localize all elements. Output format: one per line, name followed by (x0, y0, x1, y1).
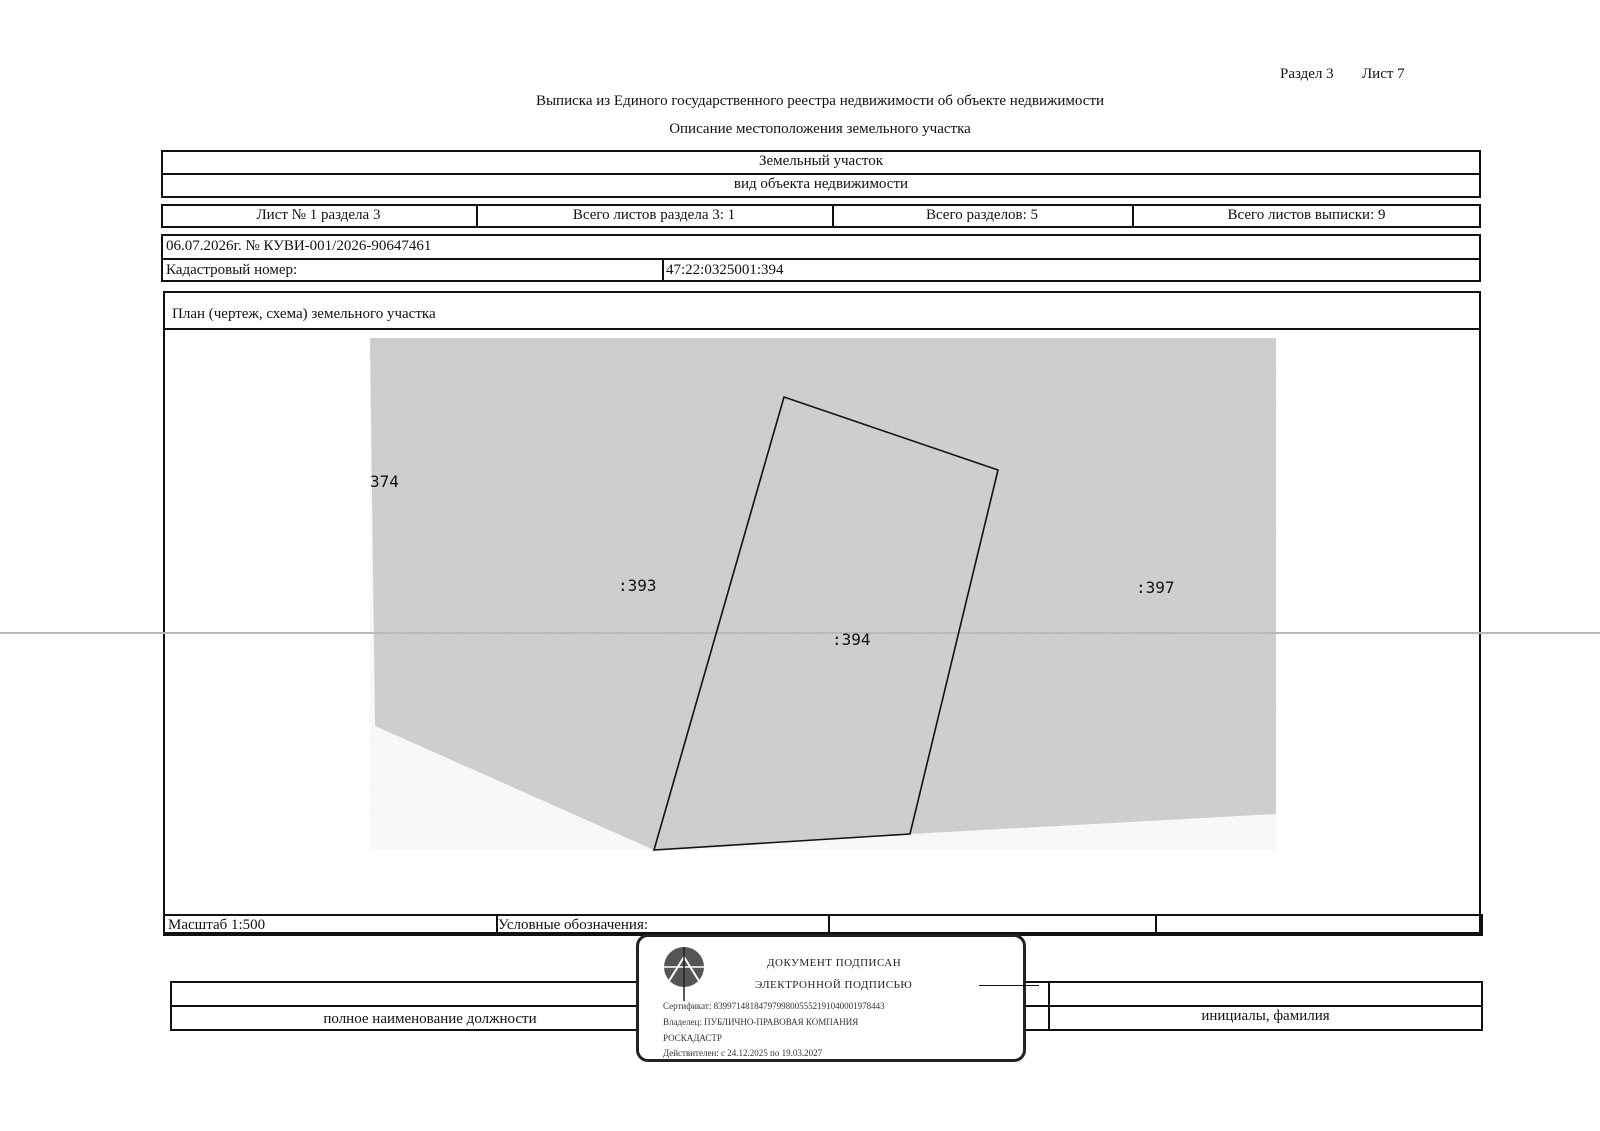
total-sections: Всего разделов: 5 (925, 207, 1039, 223)
sheet-label: Лист 7 (1362, 66, 1405, 82)
stamp-valid: Действителен: с 24.12.2025 по 19.03.2027 (663, 1048, 823, 1058)
scale-row (163, 914, 1483, 936)
legend-label: Условные обозначения: (498, 917, 649, 933)
total-sheets-section: Всего листов раздела 3: 1 (572, 207, 736, 223)
electronic-signature-stamp (636, 934, 1026, 1062)
record-date-number: 06.07.2026г. № КУВИ-001/2026-90647461 (166, 238, 432, 254)
divider (828, 914, 830, 936)
plot-label-393: :393 (618, 576, 657, 595)
stamp-owner2: РОСКАДАСТР (663, 1033, 722, 1043)
divider (1155, 914, 1157, 936)
sheet-of-section: Лист № 1 раздела 3 (256, 207, 381, 223)
position-caption: полное наименование должности (323, 1011, 537, 1027)
plan-title: План (чертеж, схема) земельного участка (172, 306, 436, 322)
total-sheets-extract: Всего листов выписки: 9 (1227, 207, 1386, 223)
plot-label-397: :397 (1136, 578, 1175, 597)
plot-label-374: 374 (370, 472, 399, 491)
stamp-certificate: Сертификат: 839971481847979980055521910400019784​43 (663, 1001, 885, 1011)
emblem-icon (661, 945, 707, 1003)
section-label: Раздел 3 (1280, 66, 1334, 82)
divider (979, 985, 1039, 986)
cadastral-label: Кадастровый номер: (166, 262, 298, 278)
document-title: Выписка из Единого государственного реестра недвижимости об объекте недвижимости (535, 93, 1105, 109)
stamp-line2: ЭЛЕКТРОННОЙ ПОДПИСЬЮ (755, 979, 913, 991)
stamp-line1: ДОКУМЕНТ ПОДПИСАН (767, 957, 902, 969)
cadastral-value: 47:22:0325001:394 (666, 262, 784, 278)
scale-label: Масштаб 1:500 (168, 917, 266, 933)
object-type: Земельный участок (758, 153, 884, 169)
name-caption: инициалы, фамилия (1201, 1008, 1330, 1024)
stamp-owner: Владелец: ПУБЛИЧНО-ПРАВОВАЯ КОМПАНИЯ (663, 1017, 859, 1027)
plot-label-394: :394 (832, 630, 871, 649)
document-subtitle: Описание местоположения земельного участка (669, 121, 971, 137)
object-type-caption: вид объекта недвижимости (733, 176, 909, 192)
